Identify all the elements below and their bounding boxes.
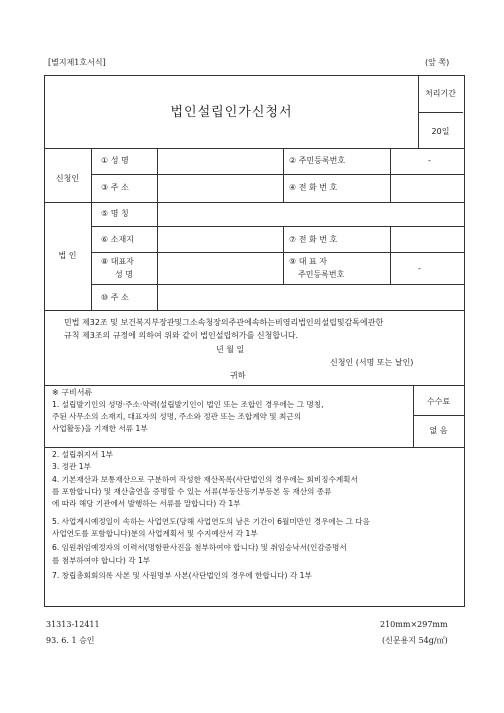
document-item: 를 포함합니다) 및 재산출연을 증명할 수 있는 서류(부동산등기부등본 등 재산의 종류 [52,487,332,496]
applicant-phone-field[interactable] [391,175,463,201]
fee-label: 수수료 [426,397,451,406]
representative-address-label: ⑩ 주 소 [101,293,129,302]
applicant-rrn-label: ② 주민등록번호 [289,156,346,165]
form-code: 31313-12411 [46,620,100,629]
declaration-line-2: 규칙 제3조의 규정에 의하여 위와 같이 법인설립허가를 신청합니다. [64,331,299,340]
document-item-1-line-2: 주된 사무소의 소재지, 대표자의 성명, 주소와 정관 또는 조합계약 및 최근의 [52,412,302,421]
representative-rrn-label: ⑨ 대 표 자 [289,257,327,266]
corporation-location-field[interactable] [158,227,282,251]
corporation-section-label: 법 인 [58,251,77,260]
applicant-phone-label: ④ 전 화 번 호 [289,183,338,192]
applicant-address-label: ③ 주 소 [101,183,129,192]
applicant-name-label: ① 성 명 [101,156,129,165]
page-side-label: (앞 쪽) [425,58,450,67]
form-title: 법인설립인가신청서 [170,105,293,120]
paper-spec: (신문용지 54g/㎡) [382,636,448,645]
representative-rrn-label-2: 주민등록번호 [298,270,345,279]
representative-address-field[interactable] [158,285,463,309]
document-item: 3. 정관 1부 [52,462,91,471]
declaration-addressee: 귀하 [230,371,246,380]
document-item: 를 첨부하여야 합니다) 각 1부 [52,556,151,565]
applicant-rrn-field[interactable]: - [428,156,431,165]
document-item: 7. 창립총회회의록 사본 및 사원명부 사본(사단법인의 경우에 한합니다) 각 1부 [52,571,312,580]
applicant-name-field[interactable] [158,149,282,173]
representative-name-label-2: 성 명 [115,270,133,279]
paper-size: 210mm×297mm [380,620,448,629]
processing-period-label: 처리기간 [425,89,456,98]
fee-value: 없 음 [429,426,448,435]
document-item: 5. 사업계시예정일이 속하는 사업연도(당해 사업연도의 남은 기간이 6월미만인 경우에는 그 다음 [52,517,370,526]
corporation-phone-label: ⑦ 전 화 번 호 [289,235,338,244]
applicant-address-field[interactable] [158,175,282,201]
document-item: 사업연도를 포함합니다)분의 사업계획서 및 수지예산서 각 1부 [52,529,258,538]
document-item: 2. 설립취지서 1부 [52,450,113,459]
corporation-name-field[interactable] [158,203,463,225]
document-item: 6. 임원취임예정자의 이력서(명함판사진을 첨부하여야 합니다) 및 취임승낙서(인감증명서 [52,543,347,552]
corporation-location-label: ⑥ 소재지 [101,235,134,244]
document-item: 4. 기본재산과 보통재산으로 구분하여 작성한 재산목록(사단법인의 경우에는 회비징수계획서 [52,475,358,484]
approval-date: 93. 6. 1 승인 [46,636,95,645]
document-item-1-line-1: 1. 설립발기인의 성명·주소·약력(설립발기인이 법인 또는 조합인 경우에는 그 명칭, [52,400,324,409]
corporation-phone-field[interactable] [391,227,463,251]
applicant-section-label: 신청인 [55,174,80,183]
corporation-name-label: ⑤ 명 칭 [101,209,129,218]
representative-rrn-field[interactable]: - [418,264,421,273]
form-number: [별지제1호서식] [48,58,106,67]
representative-name-label: ⑧ 대표자 [101,257,134,266]
representative-name-field[interactable] [158,253,282,283]
processing-period-value: 20일 [431,127,450,136]
document-item-1-line-3: 사업활동)을 기재한 서류 1부 [52,424,148,433]
declaration-date[interactable]: 년 월 일 [216,345,245,354]
document-item: 에 따라 해당 기관에서 발행하는 서류를 말합니다) 각 1부 [52,499,241,508]
declaration-applicant-signature[interactable]: 신청인 (서명 또는 날인) [330,358,414,367]
required-documents-heading: ※ 구비서류 [52,388,93,397]
declaration-line-1: 민법 제32조 및 보건복지부장관및그소속청장의주관에속하는비영리법인의설립및감독에관한 [64,318,384,327]
